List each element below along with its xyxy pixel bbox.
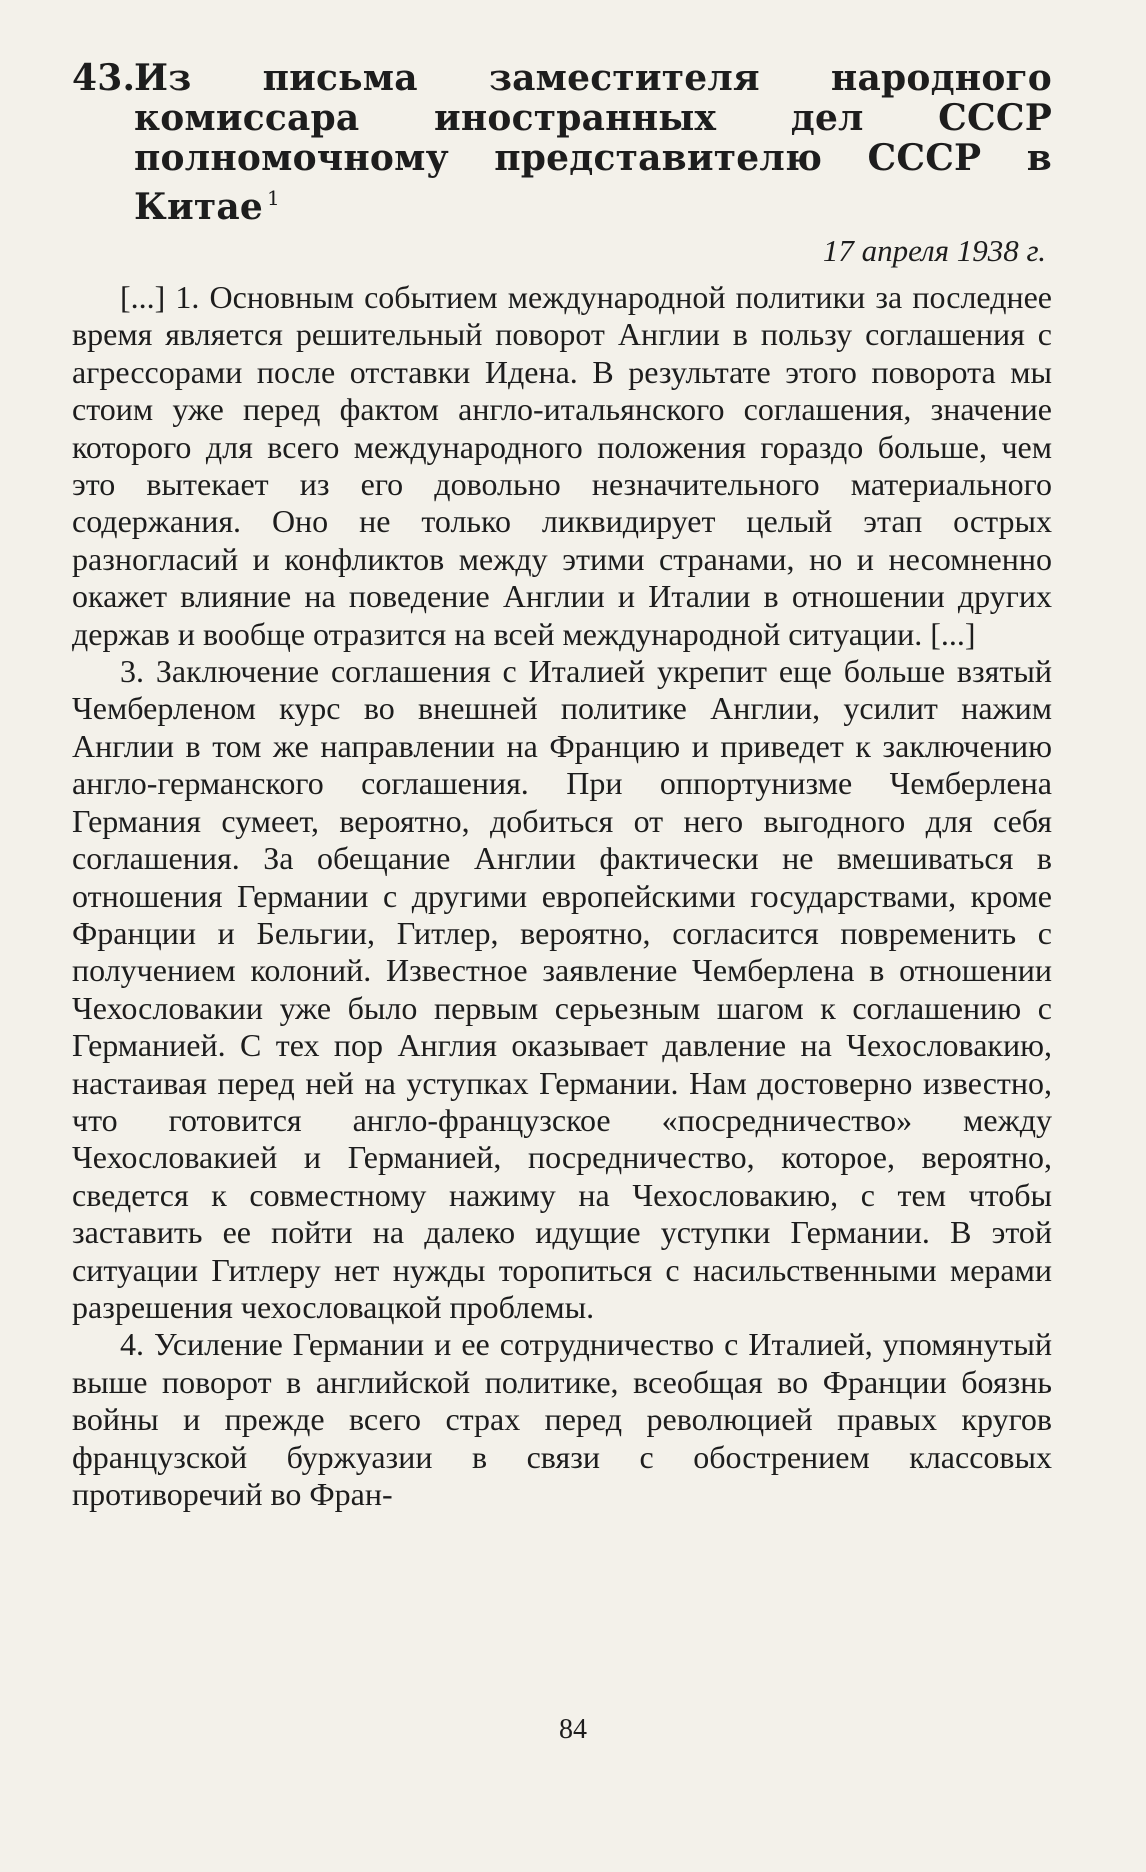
paragraph-4: 4. Усиление Германии и ее сотрудничество с Италией, упомянутый выше поворот в английской политике, всеобщая во Франции боязнь войны и прежде всего страх перед революцией правых кругов французской буржуазии в связи с обострением классовых противоречий во Фран-: [72, 1326, 1052, 1512]
paragraph-3: 3. Заключение соглашения с Италией укрепит еще больше взятый Чемберленом курс во внешней политике Англии, усилит нажим Англии в том же направлении на Францию и приведет к заключению англо-германского соглашения. При оппортунизме Чемберлена Германия сумеет, вероятно, добиться от него выгодного для себя соглашения. За обещание Англии фактически не вмешиваться в отношения Германии с другими европейскими государствами, кроме Франции и Бельгии, Гитлер, вероятно, согласится повременить с получением колоний. Известное заявление Чемберлена в отношении Чехословакии уже было первым серьезным шагом к соглашению с Германией. С тех пор Англия оказывает давление на Чехословакию, настаивая перед ней на уступках Германии. Нам достоверно известно, что готовится англо-французское «посредничество» между Чехословакией и Германией, посредничество, которое, вероятно, сведется к совместному нажиму на Чехословакию, с тем чтобы заставить ее пойти на далеко идущие уступки Германии. В этой ситуации Гитлеру нет нужды торопиться с насильственными мерами разрешения чехословацкой проблемы.: [72, 653, 1052, 1325]
document-body: [72, 279, 1052, 1513]
page-number: 84: [559, 1714, 587, 1745]
document-number: 43.: [72, 57, 136, 99]
footnote-mark: 1: [267, 186, 280, 210]
document-title-wrap: [134, 58, 1052, 227]
paragraph-1: [...] 1. Основным событием международной политики за последнее время является решительный поворот Англии в пользу соглашения с агрессорами после отставки Идена. В результате этого поворота мы стоим уже перед фактом англо-итальянского соглашения, значение которого для всего международного положения гораздо больше, чем это вытекает из его довольно незначительного материального содержания. Оно не только ликвидирует целый этап острых разногласий и конфликтов между этими странами, но и несомненно окажет влияние на поведение Англии и Италии в отношении других держав и вообще отразится на всей международной ситуации. [...]: [72, 279, 1052, 652]
document-title: Из письма заместителя народного комиссара иностранных дел СССР полномочному представителю СССР в Китае: [134, 57, 1052, 228]
document-date: 17 апреля 1938 г.: [822, 233, 1046, 268]
document-page: [72, 58, 1052, 1513]
document-heading: [72, 58, 1052, 227]
